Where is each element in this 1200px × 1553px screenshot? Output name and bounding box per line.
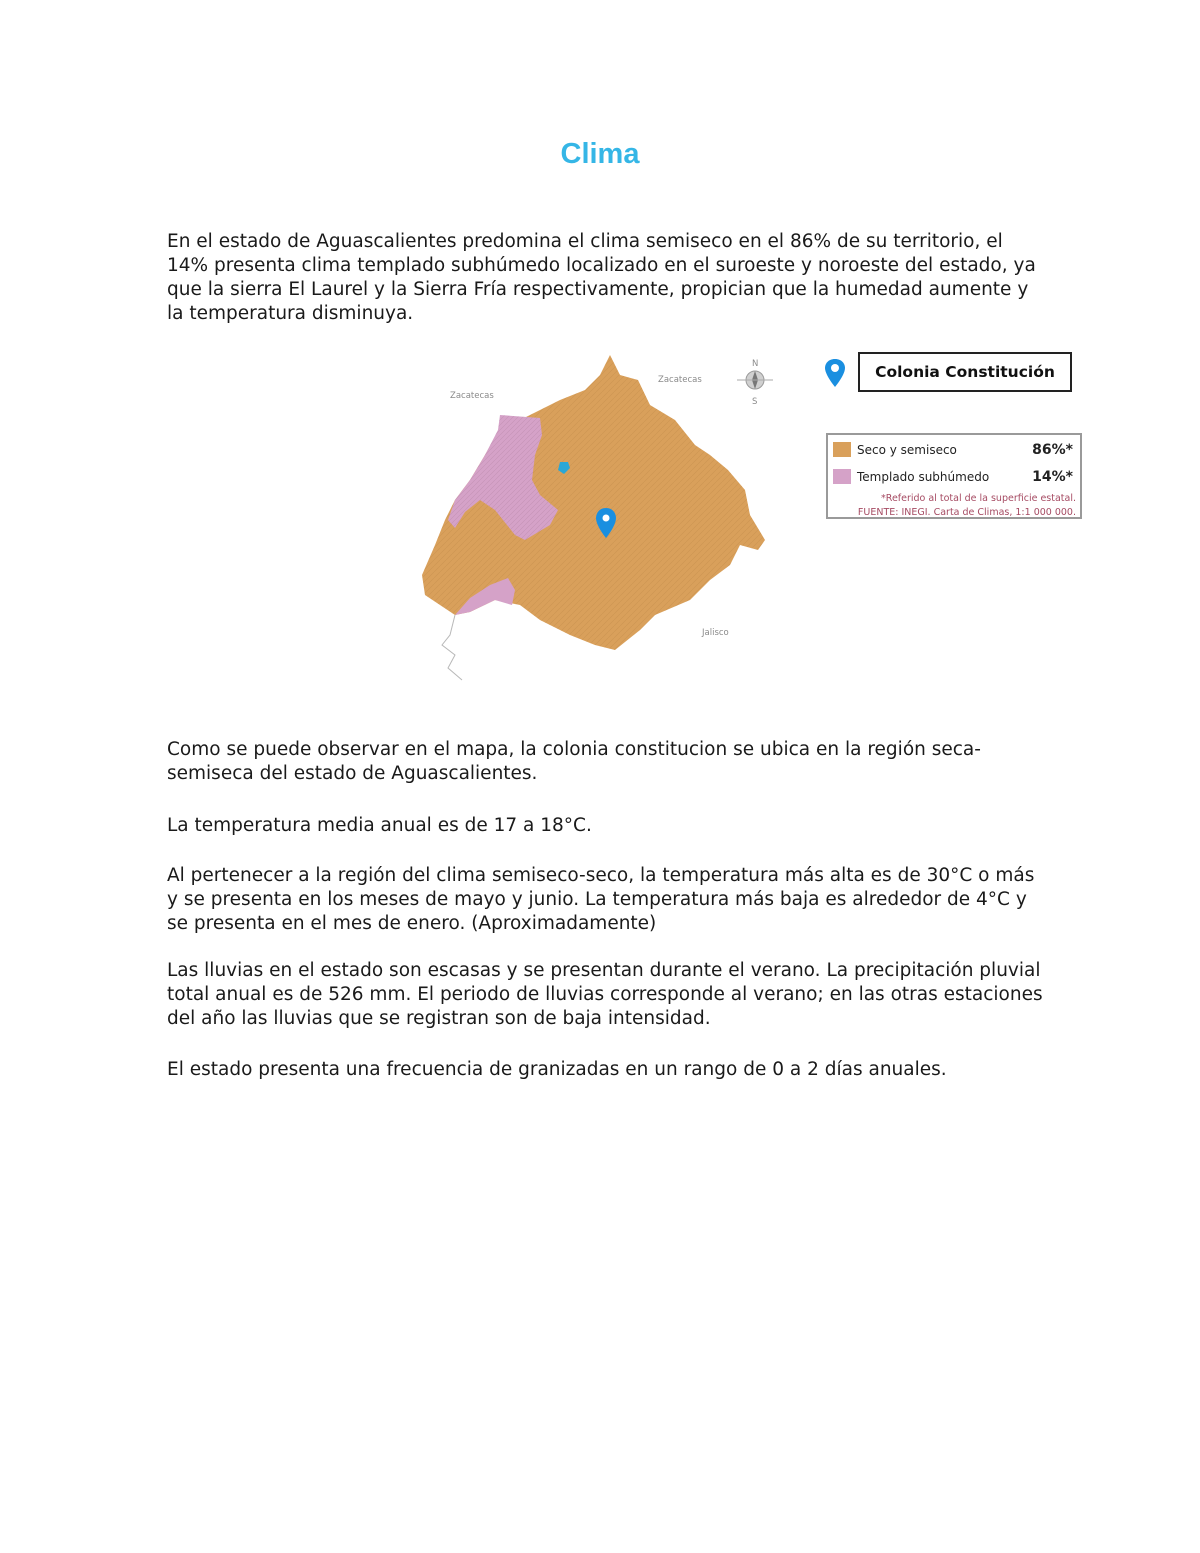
compass-south: S — [752, 397, 758, 407]
colonia-label-box: Colonia Constitución — [858, 352, 1072, 392]
border-line — [442, 615, 462, 680]
paragraph-temperature-range: Al pertenecer a la región del clima semiseco-seco, la temperatura más alta es de 30°C o más y se presenta en los meses de mayo y junio. La temperatura más baja es alrededor de 4°C y se presenta en el mes de enero. (Aproximadamente) — [167, 865, 1035, 934]
legend-percent: 86%* — [1032, 441, 1073, 458]
state-map-graphic — [410, 350, 810, 690]
map-label-zacatecas-nw: Zacatecas — [450, 391, 494, 401]
paragraph-location: Como se puede observar en el mapa, la colonia constitucion se ubica en la región seca-semiseca del estado de Aguascalientes. — [167, 739, 981, 784]
legend-item-temperate — [833, 468, 1077, 485]
legend-item-dry — [833, 441, 1077, 458]
compass-north: N — [752, 359, 759, 369]
legend-name: Templado subhúmedo — [857, 469, 990, 484]
compass-rose-icon — [737, 359, 773, 407]
legend-swatch-temperate — [833, 469, 851, 484]
legend-name: Seco y semiseco — [857, 442, 957, 457]
climate-map — [410, 350, 810, 690]
document-title: Clima — [560, 138, 640, 170]
map-label-jalisco: Jalisco — [702, 628, 729, 638]
legend-note: *Referido al total de la superficie estatal. — [881, 493, 1076, 504]
legend-source: FUENTE: INEGI. Carta de Climas, 1:1 000 000. — [857, 507, 1076, 518]
paragraph-temperature-mean: La temperatura media anual es de 17 a 18°C. — [167, 815, 592, 836]
paragraph-hail: El estado presenta una frecuencia de granizadas en un rango de 0 a 2 días anuales. — [167, 1059, 947, 1080]
legend-swatch-dry — [833, 442, 851, 457]
location-pin-icon — [823, 358, 847, 392]
legend-percent: 14%* — [1032, 468, 1073, 485]
intro-paragraph: En el estado de Aguascalientes predomina el clima semiseco en el 86% de su territorio, el 14% presenta clima templado subhúmedo localizado en el suroeste y noroeste del estado, ya que la sierra El Laurel y la Sierra Fría respectivamente, propician que la humedad aumente y la temperatura disminuya. — [167, 231, 1036, 324]
map-label-zacatecas-ne: Zacatecas — [658, 375, 702, 385]
paragraph-rainfall: Las lluvias en el estado son escasas y se presentan durante el verano. La precipitación pluvial total anual es de 526 mm. El periodo de lluvias corresponde al verano; en las otras estaciones del año las lluvias que se registran son de baja intensidad. — [167, 960, 1043, 1029]
map-legend — [826, 433, 1082, 519]
